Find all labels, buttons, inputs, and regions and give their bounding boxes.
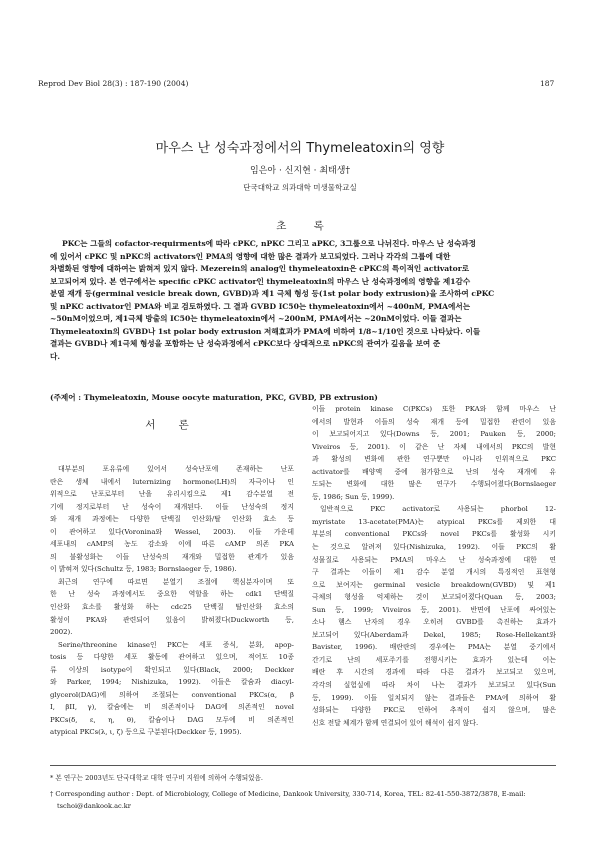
body-line: 이들 protein kinase C(PKCs) 또한 PKA와 함께 마우스 난 bbox=[312, 405, 556, 413]
body-line: 2002). bbox=[50, 628, 73, 637]
body-line: 으로 보여지는 germinal vesicle breakdown(GVBD) 및 제1 bbox=[312, 580, 556, 589]
body-line: I, βII, γ), 칼슘에는 비 의존적이나 DAG에 의존적인 novel bbox=[50, 703, 294, 712]
body-line: 부분의 conventional PKCs와 novel PKCs를 활성화 시키 bbox=[312, 530, 556, 539]
body-line: 이 보고되어지고 있다(Downs 등, 2001; Pauken 등, 2000; bbox=[312, 430, 556, 439]
keywords: (주제어 : Thymeleatoxin, Mouse oocyte maturation, PKC, GVBD, PB extrusion) bbox=[50, 393, 378, 402]
body-line: Serine/threonine kinase인 PKC는 세포 증식, 분화, apop- bbox=[58, 640, 294, 649]
body-line: 이 관여하고 있다(Voronina와 Wessel, 2003). 이들 가운데 bbox=[50, 527, 294, 536]
footnote-divider bbox=[50, 765, 556, 766]
body-line: 인산화 효소를 활성화 하는 cdc25 단백질 탈인산화 효소의 bbox=[50, 603, 294, 612]
intro-right-column bbox=[312, 403, 556, 729]
funding-footnote: * 본 연구는 2003년도 단국대학교 대학 연구비 지원에 의하여 수행되었음. bbox=[50, 774, 264, 782]
body-line: Sun 등, 1999; Viveiros 등, 2001). 반면에 난포에 싸여있는 bbox=[312, 605, 556, 614]
journal-citation: Reprod Dev Biol 28(3) : 187-190 (2004) bbox=[38, 79, 189, 88]
body-line: 와 재개 과정에는 다양한 단백질 인산화/탈 인산화 효소 등 bbox=[50, 515, 294, 524]
body-line: 는 것으로 알려져 있다(Nishizuka, 1992). 이들 PKC의 활 bbox=[312, 543, 556, 552]
body-line: atypical PKCs(λ, ι, ζ) 등으로 구분된다(Deckker 등, 1995). bbox=[50, 728, 242, 737]
author-list: 임은아 · 신지현 · 최태생† bbox=[250, 166, 350, 176]
abstract-line: 분열 재개 등(germinal vesicle break down, GVBD)과 제1 극체 형성 등(1st polar body extrusion)을 조사하여 cPKC bbox=[50, 289, 495, 299]
body-line: Bavister, 1996). 배란란의 경우에는 PMA는 분열 중기에서 bbox=[312, 643, 556, 652]
body-line: 위적으로 난포로부터 난을 유리시킴으로 제1 감수분열 전 bbox=[50, 490, 294, 499]
body-line: 도되는 변화에 대한 많은 연구가 수행되어졌다(Bornslaeger bbox=[312, 480, 556, 489]
abstract-line: PKC는 그들의 cofactor-requirments에 따라 cPKC, nPKC 그리고 aPKC, 3그룹으로 나뉘진다. 마우스 난 성숙과정 bbox=[62, 239, 477, 248]
body-line: 과 활성의 변화에 관한 연구뿐만 아니라 인위적으로 PKC bbox=[312, 455, 556, 464]
body-line: 배란 후 시간의 경과에 따라 다른 결과가 보고되고 있으며, bbox=[312, 668, 556, 677]
body-line: 신호 전달 체계가 함께 연결되어 있어 해석이 쉽지 않다. bbox=[312, 718, 479, 727]
corresponding-author-footnote: † Corresponding author : Dept. of Microbiology, College of Medicine, Dankook University, 330-714, Korea, TEL: 82-41-550-3872/3878, E-mail: bbox=[50, 790, 526, 798]
body-line: 세포내의 cAMP의 농도 감소와 이에 따른 cAMP 의존 PKA bbox=[50, 540, 294, 549]
body-line: 성화되는 다양한 PKC로 인하여 추적이 쉽지 않으며, 많은 bbox=[312, 706, 556, 715]
intro-heading: 서 론 bbox=[145, 419, 199, 431]
body-line: 에서의 발현과 이들의 성숙 재개 등에 밀접한 관련이 있음 bbox=[312, 417, 556, 426]
body-line: PKCs(δ, ε, η, θ), 칼슘이나 DAG 모두에 비 의존적인 bbox=[50, 715, 294, 724]
abstract-line: 다. bbox=[50, 351, 60, 361]
body-line: 한 난 성숙 과정에서도 중요한 역할을 하는 cdk1 단백질 bbox=[50, 590, 294, 599]
body-line: activator를 배양액 중에 첨가함으로 난의 성숙 재개에 유 bbox=[312, 467, 556, 476]
body-line: glycerol(DAG)에 의하여 조절되는 conventional PKCs(α, β bbox=[50, 690, 294, 699]
abstract-body bbox=[50, 238, 556, 363]
abstract-line: ~50nM이었으며, 제1극체 방출의 IC50는 thymeleatoxin에서 ~200nM, PMA에서는 ~20nM이었다. 이들 결과는 bbox=[50, 314, 462, 324]
body-line: 와 Parker, 1994; Nishizuka, 1992). 이들은 칼슘과 diacyl- bbox=[50, 678, 294, 687]
body-line: 일반적으로 PKC activator로 사용되는 phorbol 12- bbox=[320, 505, 556, 514]
body-line: 간기로 난의 세포주기를 전행시키는 효과가 있는데 이는 bbox=[312, 655, 556, 664]
body-line: 구 결과는 이들이 제1 감수 분열 개시의 특징적인 표현형 bbox=[312, 568, 556, 577]
body-line: 보고되어 있다(Aberdam과 Dekel, 1985; Rose-Hellekant와 bbox=[312, 630, 556, 639]
body-line: 대부분의 포유류에 있어서 성숙난포에 존재하는 난포 bbox=[58, 465, 294, 473]
body-line: 의 불활성화는 이들 난성숙의 재개와 밀접한 관계가 있음 bbox=[50, 552, 294, 561]
paper-title: 마우스 난 성숙과정에서의 Thymeleatoxin의 영향 bbox=[155, 141, 445, 156]
body-line: 각각의 실험실에 따라 차이 나는 결과가 보고되고 있다(Sun bbox=[312, 681, 556, 690]
body-line: 등, 1999). 이들 일치되지 않는 결과들은 PMA에 의하여 활 bbox=[312, 693, 556, 702]
body-line: 성물질로 사용되는 PMA의 마우스 난 성숙과정에 대한 연 bbox=[312, 555, 556, 564]
body-line: Viveiros 등, 2001). 이 같은 난 자체 내에서의 PKC의 발현 bbox=[312, 442, 556, 451]
body-line: 최근의 연구에 따르면 분열기 조절에 핵심분자이며 또 bbox=[58, 577, 294, 586]
body-line: myristate 13-acetate(PMA)는 atypical PKCs를 제외한 대 bbox=[312, 517, 556, 526]
body-line: 등, 1986; Sun 등, 1999). bbox=[312, 492, 395, 501]
abstract-line: 에 있어서 cPKC 및 nPKC의 activators인 PMA의 영향에 대한 많은 결과가 보고되었다. 그러나 각각의 그룹에 대한 bbox=[50, 251, 451, 261]
affiliation: 단국대학교 의과대학 미생물학교실 bbox=[243, 183, 357, 192]
body-line: 기에 정지로부터 난 성숙이 재개된다. 이들 난성숙의 정지 bbox=[50, 502, 294, 511]
body-line: 류 이상의 isotype이 확인되고 있다(Black, 2000; Deckker bbox=[50, 665, 294, 674]
body-line: tosis 등 다양한 세포 활동에 관여하고 있으며, 적어도 10종 bbox=[50, 653, 294, 662]
abstract-line: Thymeleatoxin의 GVBD나 1st polar body extrusion 저해효과가 PMA에 비하여 1/8~1/10인 것으로 나타났다. 이들 bbox=[50, 326, 481, 336]
body-line: 란은 생체 내에서 luternizing hormone(LH)의 자극이나 인 bbox=[50, 477, 294, 486]
page-number: 187 bbox=[540, 79, 555, 88]
abstract-line: 및 nPKC activator인 PMA와 비교 검토하였다. 그 결과 GVBD IC50는 thymeleatoxin에서 ~400nM, PMA에서는 bbox=[50, 301, 471, 311]
abstract-heading: 초 록 bbox=[276, 220, 336, 232]
abstract-line: 차별화된 영향에 대하여는 밝혀져 있지 않다. Mezerein의 analog인 thymeleatoxin은 cPKC의 특이적인 activator로 bbox=[50, 264, 470, 274]
body-line: 이 밝혀져 있다(Schultz 등, 1983; Bornslaeger 등, 1986). bbox=[50, 565, 237, 574]
abstract-line: 결과는 GVBD나 제1극체 형성을 포함하는 난 성숙과정에서 cPKC보다 상대적으로 nPKC의 관여가 깊음을 보여 준 bbox=[50, 339, 441, 349]
abstract-line: 보고되어져 있다. 본 연구에서는 specific cPKC activator인 thymeleatoxin의 마우스 난 성숙과정에의 영향을 제1감수 bbox=[50, 276, 471, 286]
body-line: 활성이 PKA와 관련되어 있음이 밝혀졌다(Duckworth 등, bbox=[50, 615, 294, 624]
body-line: 극체의 형성을 억제하는 것이 보고되어졌다(Quan 등, 2003; bbox=[312, 593, 556, 602]
body-line: 소나 햄스 난자의 경우 오히려 GVBD를 촉진하는 효과가 bbox=[312, 618, 556, 627]
intro-left-column bbox=[50, 463, 294, 739]
author-email: tschoi@dankook.ac.kr bbox=[57, 802, 131, 810]
